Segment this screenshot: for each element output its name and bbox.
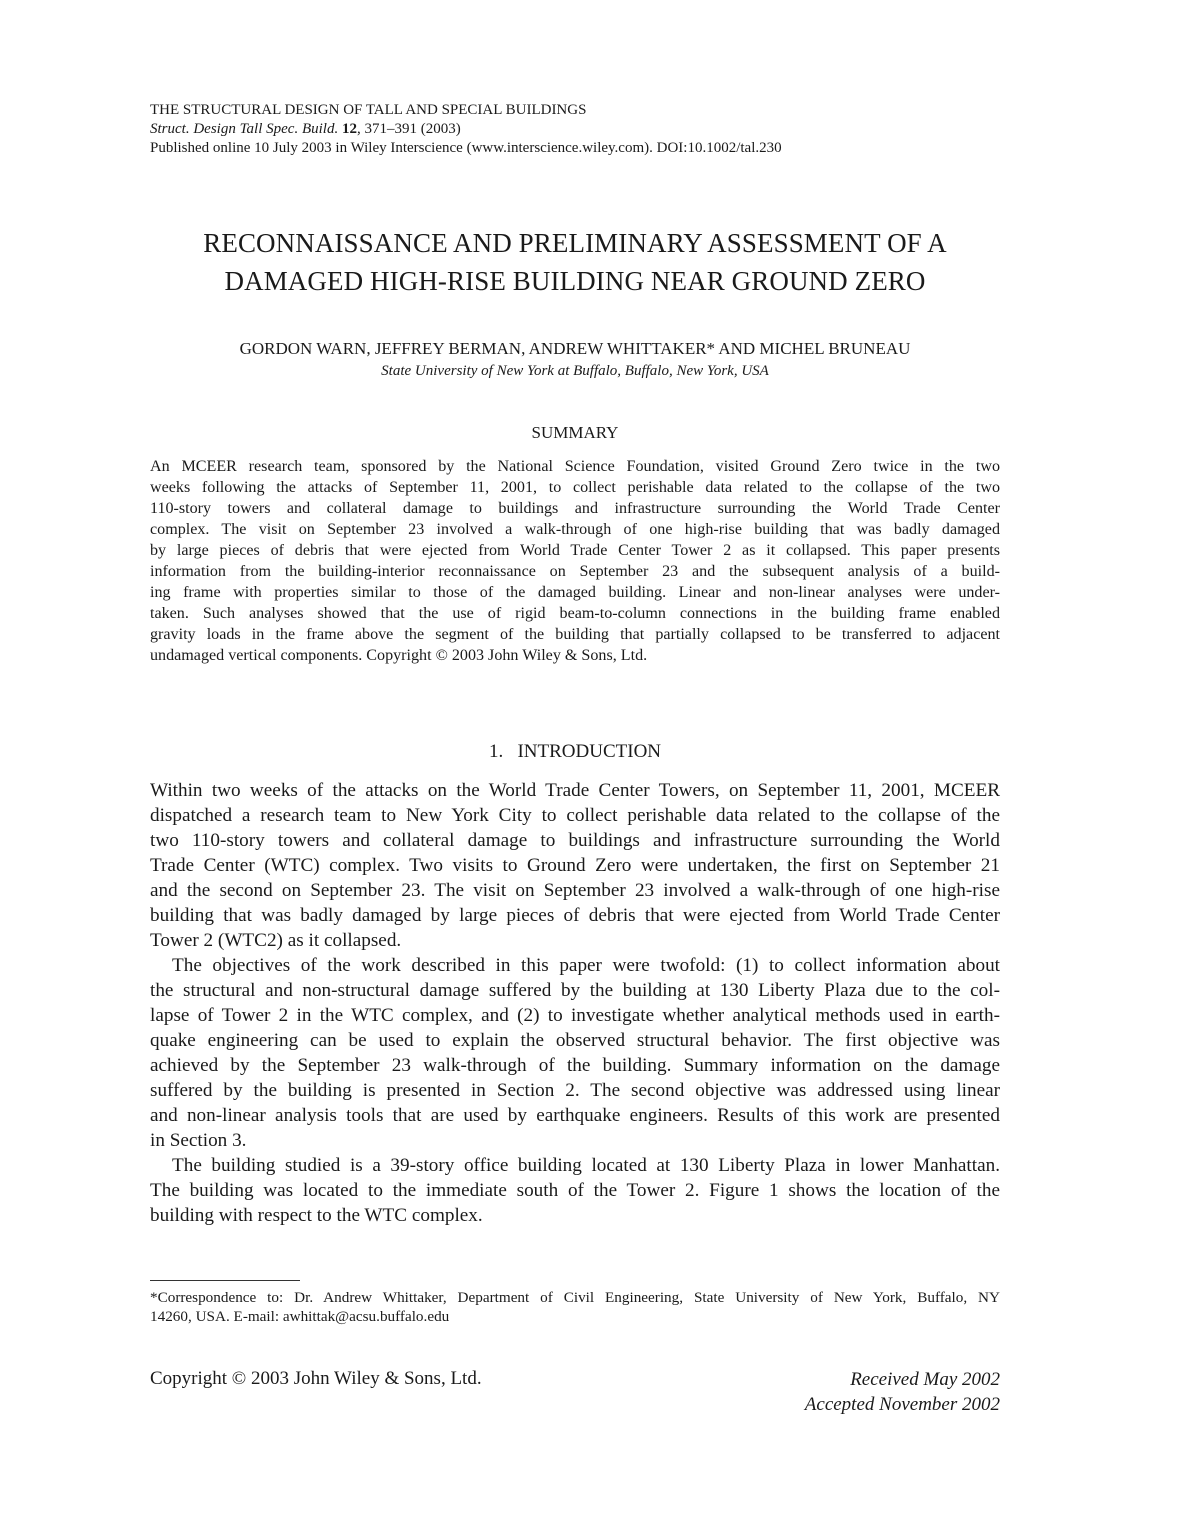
summary-heading: SUMMARY (531, 423, 619, 442)
correspondence-footnote (150, 1288, 1000, 1326)
intro-line: quake engineering can be used to explain the observed structural behavior. The first objective was (150, 1030, 1000, 1051)
intro-line: building that was badly damaged by large pieces of debris that were ejected from World Trade Center (150, 905, 1000, 926)
title-line: DAMAGED HIGH-RISE BUILDING NEAR GROUND ZERO (224, 266, 926, 296)
summary-abstract (150, 456, 1000, 666)
journal-volume: 12 (341, 121, 357, 137)
intro-line: The building studied is a 39-story office building located at 130 Liberty Plaza in lower Manhattan. (172, 1155, 1000, 1176)
summary-line: by large pieces of debris that were ejected from World Trade Center Tower 2 as it collapsed. This paper presents (150, 542, 1000, 559)
summary-line: An MCEER research team, sponsored by the National Science Foundation, visited Ground Zero twice in the two (150, 458, 1000, 475)
footnote-line: *Correspondence to: Dr. Andrew Whittaker, Department of Civil Engineering, State University of New York, Buffalo, NY (150, 1289, 1000, 1306)
paper-page (150, 0, 1000, 1536)
summary-line: complex. The visit on September 23 involved a walk-through of one high-rise building that was badly damaged (150, 521, 1000, 538)
intro-line: two 110-story towers and collateral damage to buildings and infrastructure surrounding the World (150, 830, 1000, 851)
footnote-rule (150, 1280, 300, 1281)
intro-line: the structural and non-structural damage suffered by the building at 130 Liberty Plaza due to the col- (150, 980, 1000, 1001)
author-list: GORDON WARN, JEFFREY BERMAN, ANDREW WHITTAKER* AND MICHEL BRUNEAU (239, 339, 911, 358)
intro-line: lapse of Tower 2 in the WTC complex, and (2) to investigate whether analytical methods used in earth- (150, 1005, 1000, 1026)
received-date: Received May 2002 (850, 1369, 1000, 1390)
title-line: RECONNAISSANCE AND PRELIMINARY ASSESSMENT OF A (203, 228, 947, 258)
footnote-line: 14260, USA. E-mail: awhittak@acsu.buffalo.edu (150, 1308, 450, 1325)
summary-line: undamaged vertical components. Copyright © 2003 John Wiley & Sons, Ltd. (150, 647, 648, 664)
accepted-date: Accepted November 2002 (804, 1394, 1000, 1415)
journal-pages-year: , 371–391 (2003) (356, 121, 461, 137)
intro-line: and the second on September 23. The visit on September 23 involved a walk-through of one high-rise (150, 880, 1000, 901)
summary-line: gravity loads in the frame above the segment of the building that partially collapsed to be transferred to adjacent (150, 626, 1000, 643)
intro-line: Within two weeks of the attacks on the World Trade Center Towers, on September 11, 2001, MCEER (150, 780, 1000, 801)
summary-line: taken. Such analyses showed that the use of rigid beam-to-column connections in the building frame enabled (150, 605, 1000, 622)
copyright-notice: Copyright © 2003 John Wiley & Sons, Ltd. (150, 1368, 482, 1389)
introduction-heading: 1. INTRODUCTION (488, 741, 662, 762)
intro-line: dispatched a research team to New York City to collect perishable data related to the collapse of the (150, 805, 1000, 826)
intro-line: and non-linear analysis tools that are used by earthquake engineers. Results of this work are presented (150, 1105, 1000, 1126)
journal-name: THE STRUCTURAL DESIGN OF TALL AND SPECIAL BUILDINGS (150, 102, 587, 118)
journal-abbrev: Struct. Design Tall Spec. Build. (150, 121, 339, 137)
introduction-body (150, 778, 1000, 1228)
intro-line: Tower 2 (WTC2) as it collapsed. (150, 930, 402, 951)
intro-line: The building was located to the immediate south of the Tower 2. Figure 1 shows the location of the (150, 1180, 1000, 1201)
received-accepted-dates (805, 1367, 1000, 1417)
intro-line: building with respect to the WTC complex. (150, 1205, 483, 1226)
journal-citation (150, 120, 1000, 139)
intro-line: suffered by the building is presented in Section 2. The second objective was addressed using linear (150, 1080, 1000, 1101)
intro-line: The objectives of the work described in this paper were twofold: (1) to collect information about (172, 955, 1000, 976)
journal-header (150, 101, 1000, 158)
summary-line: weeks following the attacks of September 11, 2001, to collect perishable data related to the collapse of the two (150, 479, 1000, 496)
summary-line: information from the building-interior reconnaissance on September 23 and the subsequent analysis of a build- (150, 563, 1000, 580)
intro-line: in Section 3. (150, 1130, 247, 1151)
author-affiliation: State University of New York at Buffalo, Buffalo, New York, USA (381, 363, 769, 379)
paper-title (150, 224, 1000, 300)
summary-line: 110-story towers and collateral damage to buildings and infrastructure surrounding the World Trade Center (150, 500, 1000, 517)
intro-line: Trade Center (WTC) complex. Two visits to Ground Zero were undertaken, the first on September 21 (150, 855, 1000, 876)
journal-published-line: Published online 10 July 2003 in Wiley Interscience (www.interscience.wiley.com). DOI:10.1002/tal.230 (150, 140, 782, 156)
summary-line: ing frame with properties similar to those of the damaged building. Linear and non-linear analyses were under- (150, 584, 1000, 601)
intro-line: achieved by the September 23 walk-through of the building. Summary information on the damage (150, 1055, 1000, 1076)
